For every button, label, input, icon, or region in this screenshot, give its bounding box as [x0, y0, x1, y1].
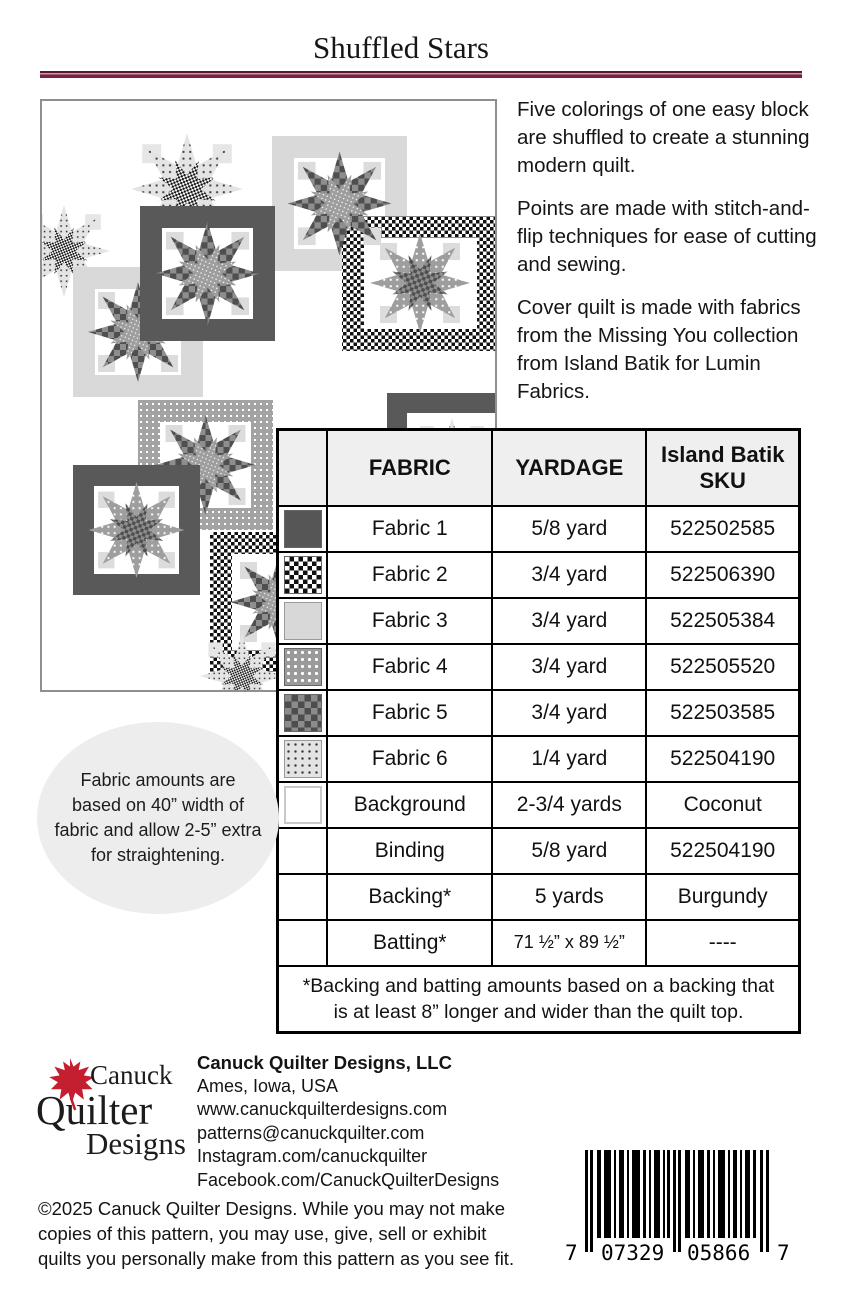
swatch-cell: [278, 690, 328, 736]
fabric-5-swatch: [284, 694, 322, 732]
logo-text-quilter: Quilter: [36, 1087, 153, 1133]
fabric-1-swatch: [284, 510, 322, 548]
sku-value: 522503585: [646, 690, 799, 736]
intro-paragraph-3: Cover quilt is made with fabrics from the Missing You collection from Island Batik for Lumin Fabrics.: [517, 296, 801, 403]
fabric-requirements-table: [276, 428, 801, 1034]
sku-value: 522502585: [646, 506, 799, 552]
barcode-graphic: [557, 1140, 797, 1280]
fabric-name: Fabric 1: [327, 506, 492, 552]
swatch-cell: [278, 644, 328, 690]
table-row: [278, 690, 800, 736]
fabric-name: Binding: [327, 828, 492, 874]
sku-value: 522504190: [646, 828, 799, 874]
swatch-cell: [278, 736, 328, 782]
company-name: Canuck Quilter Designs, LLC: [197, 1052, 452, 1073]
barcode-digit-left: 7: [565, 1241, 578, 1265]
fabric-name: Fabric 4: [327, 644, 492, 690]
fabric-3-swatch: [284, 602, 322, 640]
table-footnote-row: [278, 966, 800, 1033]
sku-value: 522504190: [646, 736, 799, 782]
intro-text: [517, 96, 817, 421]
table-row: [278, 644, 800, 690]
contact-block: [197, 1051, 527, 1192]
yardage-value: 5/8 yard: [492, 828, 646, 874]
yardage-value: 5 yards: [492, 874, 646, 920]
fabric-name: Background: [327, 782, 492, 828]
table-row: [278, 920, 800, 966]
yardage-value: 3/4 yard: [492, 690, 646, 736]
fabric-name: Fabric 3: [327, 598, 492, 644]
fabric-name: Fabric 5: [327, 690, 492, 736]
sku-value: Coconut: [646, 782, 799, 828]
fabric-note-text: Fabric amounts are based on 40” width of fabric and allow 2-5” extra for straightening.: [54, 770, 262, 865]
intro-paragraph-2: Points are made with stitch-and-flip techniques for ease of cutting and sewing.: [517, 197, 817, 276]
header-swatch: [278, 430, 328, 506]
intro-paragraph-1: Five colorings of one easy block are shuffled to create a stunning modern quilt.: [517, 98, 810, 177]
sku-value: 522505520: [646, 644, 799, 690]
sku-value: 522506390: [646, 552, 799, 598]
company-website: www.canuckquilterdesigns.com: [197, 1099, 448, 1119]
swatch-cell: [278, 598, 328, 644]
header-yardage: YARDAGE: [492, 430, 646, 506]
upc-barcode: [557, 1140, 797, 1280]
fabric-name: Backing*: [327, 874, 492, 920]
logo-text-designs: Designs: [86, 1126, 186, 1161]
yardage-value: 3/4 yard: [492, 552, 646, 598]
fabric-name: Fabric 6: [327, 736, 492, 782]
company-facebook: Facebook.com/CanuckQuilterDesigns: [197, 1169, 500, 1190]
yardage-value: 2-3/4 yards: [492, 782, 646, 828]
copyright-text: ©2025 Canuck Quilter Designs. While you may not make copies of this pattern, you may use, give, sell or exhibit quilts you personally make from this pattern as you see fit.: [38, 1198, 515, 1269]
table-row: [278, 828, 800, 874]
logo-text-canuck: Canuck: [90, 1060, 173, 1090]
table-row: [278, 506, 800, 552]
sku-value: Burgundy: [646, 874, 799, 920]
fabric-2-swatch: [284, 556, 322, 594]
company-email: patterns@canuckquilter.com: [197, 1122, 425, 1143]
swatch-cell: [278, 920, 328, 966]
table-row: [278, 552, 800, 598]
table-row: [278, 598, 800, 644]
swatch-cell: [278, 782, 328, 828]
barcode-digits-mid1: 07329: [601, 1241, 665, 1265]
sku-value: ----: [646, 920, 799, 966]
barcode-digit-right: 7: [777, 1241, 790, 1265]
header-fabric: FABRIC: [327, 430, 492, 506]
company-instagram: Instagram.com/canuckquilter: [197, 1146, 428, 1166]
fabric-name: Batting*: [327, 920, 492, 966]
yardage-value: 3/4 yard: [492, 598, 646, 644]
swatch-cell: [278, 552, 328, 598]
header-sku: Island Batik SKU: [646, 430, 799, 506]
fabric-name: Fabric 2: [327, 552, 492, 598]
yardage-value: 3/4 yard: [492, 644, 646, 690]
company-location: Ames, Iowa, USA: [197, 1075, 339, 1096]
background-swatch: [284, 786, 322, 824]
table-row: [278, 736, 800, 782]
company-logo: [36, 1050, 196, 1175]
table-row: [278, 782, 800, 828]
fabric-4-swatch: [284, 648, 322, 686]
yardage-value: 5/8 yard: [492, 506, 646, 552]
barcode-digits-mid2: 05866: [687, 1241, 751, 1265]
page-title: Shuffled Stars: [313, 30, 489, 65]
yardage-value: 1/4 yard: [492, 736, 646, 782]
swatch-cell: [278, 506, 328, 552]
swatch-cell: [278, 828, 328, 874]
table-header-row: [278, 430, 800, 506]
fabric-6-swatch: [284, 740, 322, 778]
yardage-value: 71 ½” x 89 ½”: [492, 920, 646, 966]
sku-value: 522505384: [646, 598, 799, 644]
title-divider-rule: [40, 70, 802, 79]
fabric-note-bubble: [37, 722, 279, 914]
swatch-cell: [278, 874, 328, 920]
table-footnote: *Backing and batting amounts based on a backing that is at least 8” longer and wider than the quilt top.: [278, 966, 800, 1033]
table-row: [278, 874, 800, 920]
